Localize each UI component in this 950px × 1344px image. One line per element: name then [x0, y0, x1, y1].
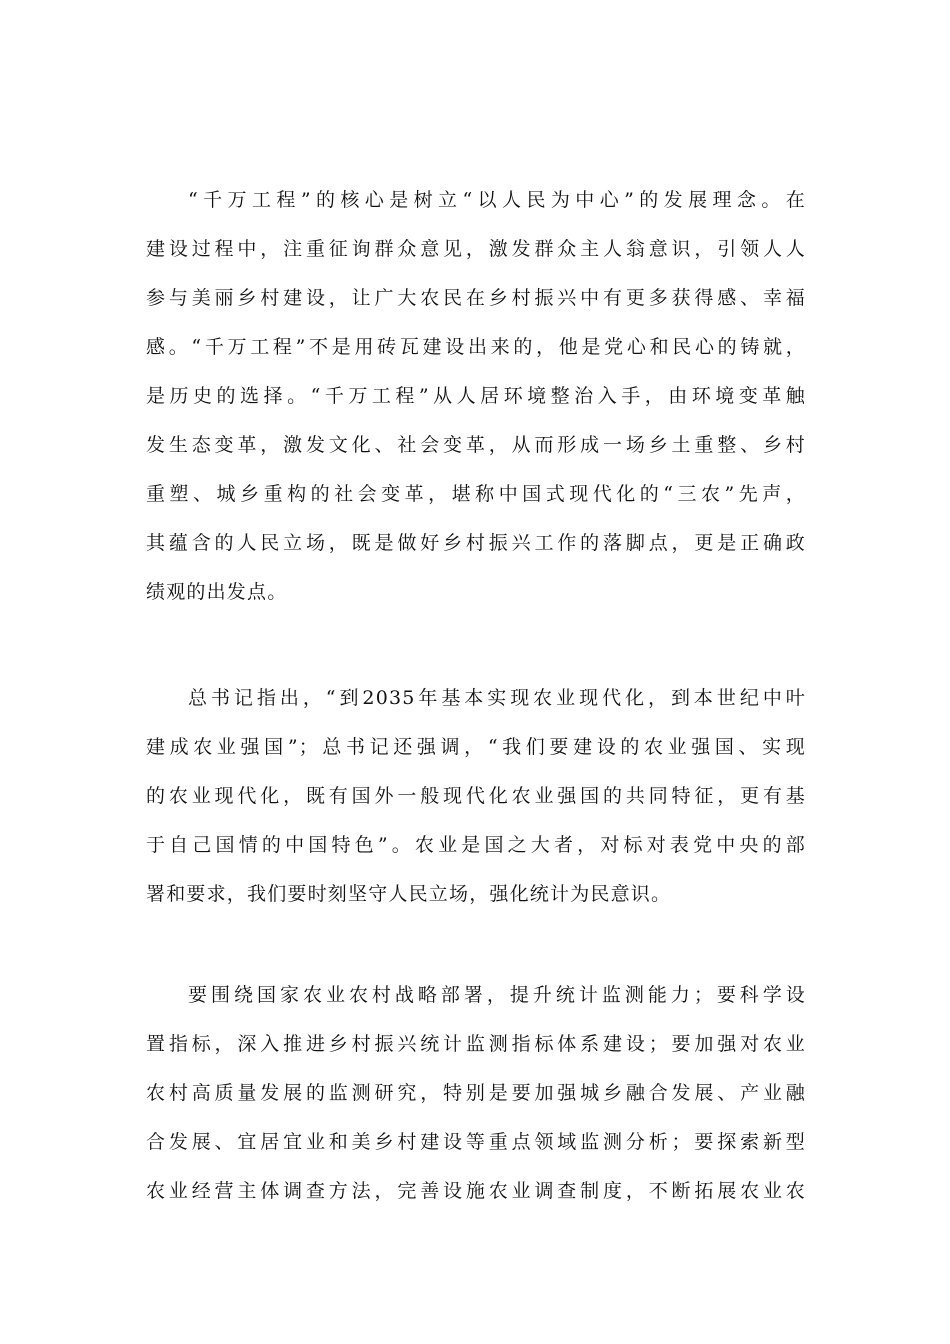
paragraph-3 — [146, 971, 806, 1216]
paragraph-line: 于自己国情的中国特色”。农业是国之大者，对标对表党中央的部 — [146, 834, 806, 856]
paragraph-line: 其蕴含的人民立场，既是做好乡村振兴工作的落脚点，更是正确政 — [146, 532, 806, 554]
paragraph-line: 是历史的选择。“千万工程”从人居环境整治入手，由环境变革触 — [146, 385, 806, 407]
paragraph-line: 建成农业强国”；总书记还强调，“我们要建设的农业强国、实现 — [146, 736, 806, 758]
paragraph-line: 农村高质量发展的监测研究，特别是要加强城乡融合发展、产业融 — [146, 1082, 806, 1104]
paragraph-line: 置指标，深入推进乡村振兴统计监测指标体系建设；要加强对农业 — [146, 1033, 806, 1055]
paragraph-line: “千万工程”的核心是树立“以人民为中心”的发展理念。在 — [188, 189, 806, 211]
paragraph-line: 署和要求，我们要时刻坚守人民立场，强化统计为民意识。 — [146, 883, 672, 905]
paragraph-line: 的农业现代化，既有国外一般现代化农业强国的共同特征，更有基 — [146, 785, 806, 807]
paragraph-line: 合发展、宜居宜业和美乡村建设等重点领域监测分析；要探索新型 — [146, 1131, 806, 1153]
paragraph-line: 参与美丽乡村建设，让广大农民在乡村振兴中有更多获得感、幸福 — [146, 287, 806, 309]
paragraph-line: 农业经营主体调查方法，完善设施农业调查制度，不断拓展农业农 — [146, 1180, 806, 1202]
paragraph-line: 绩观的出发点。 — [146, 581, 288, 603]
paragraph-line: 发生态变革，激发文化、社会变革，从而形成一场乡土重整、乡村 — [146, 434, 806, 456]
paragraph-line: 感。“千万工程”不是用砖瓦建设出来的，他是党心和民心的铸就， — [146, 336, 806, 358]
paragraph-line: 总书记指出，“到2035年基本实现农业现代化，到本世纪中叶 — [188, 687, 806, 709]
paragraph-1 — [146, 176, 806, 617]
paragraph-line: 建设过程中，注重征询群众意见，激发群众主人翁意识，引领人人 — [146, 238, 806, 260]
paragraph-2 — [146, 674, 806, 919]
paragraph-line: 要围绕国家农业农村战略部署，提升统计监测能力；要科学设 — [188, 984, 806, 1006]
paragraph-line: 重塑、城乡重构的社会变革，堪称中国式现代化的“三农”先声， — [146, 483, 806, 505]
